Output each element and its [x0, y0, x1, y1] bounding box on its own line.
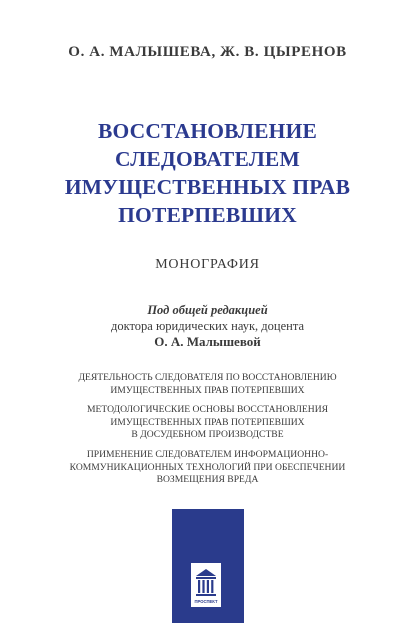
topics-list [0, 372, 415, 494]
topic-line: МЕТОДОЛОГИЧЕСКИЕ ОСНОВЫ ВОССТАНОВЛЕНИЯ [86, 404, 329, 416]
editor-degree: доктора юридических наук, доцента [110, 319, 305, 333]
topic-line: В ДОСУДЕБНОМ ПРОИЗВОДСТВЕ [131, 429, 284, 441]
topic-line: ВОЗМЕЩЕНИЯ ВРЕДА [156, 474, 259, 486]
publisher-wordmark: ПРОСПЕКТ [194, 599, 218, 604]
editor-name: О. А. Малышевой [154, 334, 261, 349]
editor-block [0, 302, 415, 350]
editor-caption: Под общей редакцией [147, 303, 268, 317]
authors: О. А. МАЛЫШЕВА, Ж. В. ЦЫРЕНОВ [68, 44, 347, 60]
book-title [0, 117, 415, 229]
topic-line: ИМУЩЕСТВЕННЫХ ПРАВ ПОТЕРПЕВШИХ [110, 384, 305, 396]
topic-line: ПРИМЕНЕНИЕ СЛЕДОВАТЕЛЕМ ИНФОРМАЦИОННО- [86, 448, 329, 460]
title-line: ИМУЩЕСТВЕННЫХ ПРАВ [64, 175, 351, 199]
title-line: СЛЕДОВАТЕЛЕМ [115, 147, 300, 171]
topic-item [0, 449, 415, 487]
genre-label: МОНОГРАФИЯ [155, 257, 260, 272]
topic-line: ДЕЯТЕЛЬНОСТЬ СЛЕДОВАТЕЛЯ ПО ВОССТАНОВЛЕНИЮ [78, 372, 337, 383]
topic-line: ИМУЩЕСТВЕННЫХ ПРАВ ПОТЕРПЕВШИХ [110, 416, 305, 428]
topic-line: КОММУНИКАЦИОННЫХ ТЕХНОЛОГИЙ ПРИ ОБЕСПЕЧЕНИИ [69, 461, 346, 473]
topic-item [0, 372, 415, 397]
topic-item [0, 404, 415, 442]
title-line: ПОТЕРПЕВШИХ [118, 203, 297, 227]
title-line: ВОССТАНОВЛЕНИЕ [97, 119, 318, 143]
building-column-icon [191, 563, 221, 607]
